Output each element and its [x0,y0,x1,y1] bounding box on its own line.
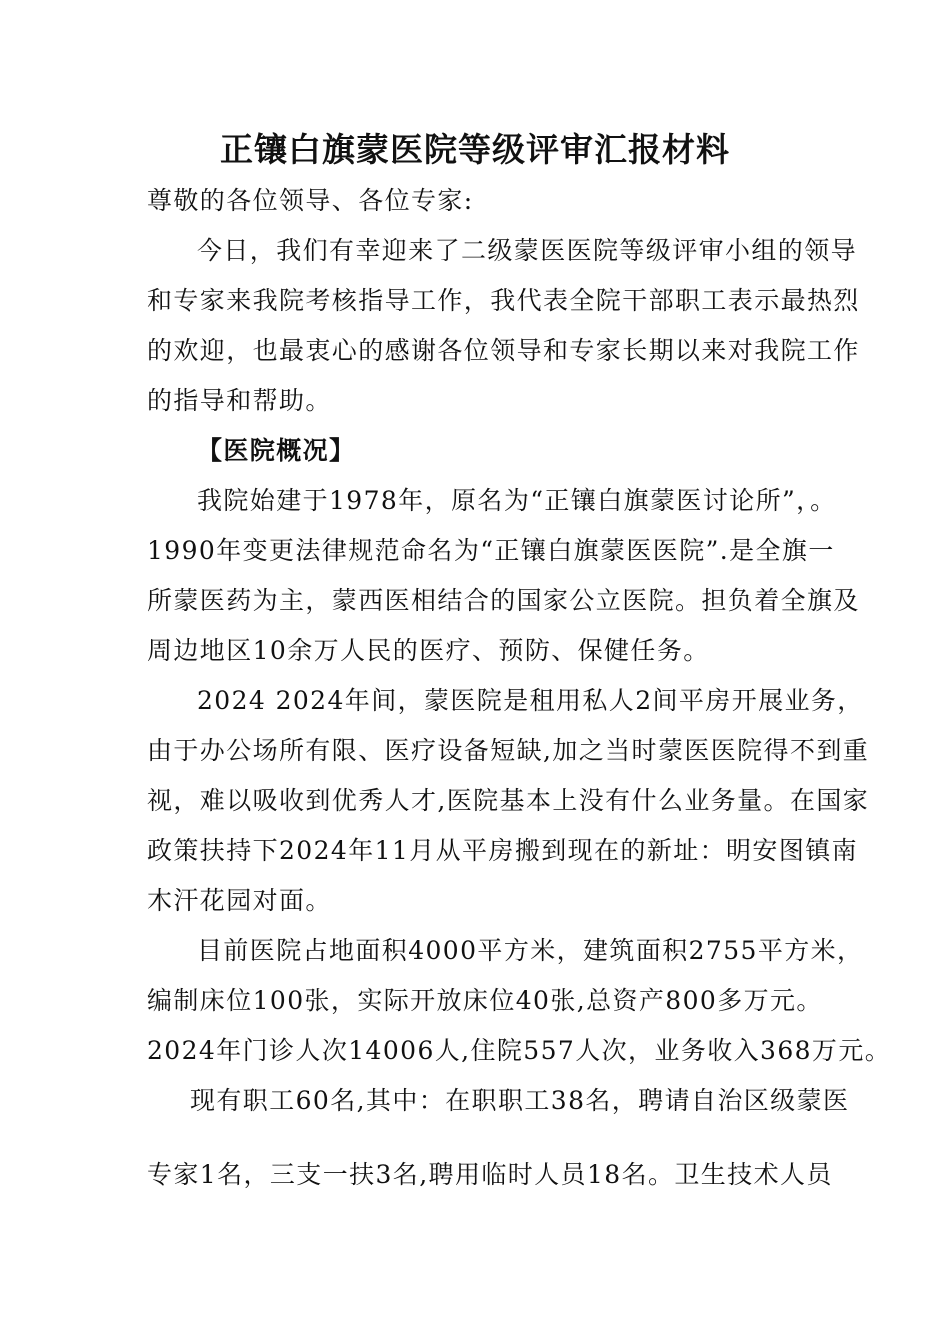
paragraph-line: 周边地区10余万人民的医疗、预防、保健任务。 [147,636,710,665]
section-heading: 【医院概况】 [197,436,356,465]
paragraph-line: 政策扶持下2024年11月从平房搬到现在的新址：明安图镇南 [147,836,859,865]
paragraph-line: 专家1名，三支一扶3名,聘用临时人员18名。卫生技术人员 [147,1160,833,1189]
document-title: 正镶白旗蒙医院等级评审汇报材料 [220,130,730,169]
paragraph-line: 2024 2024年间，蒙医院是租用私人2间平房开展业务， [197,686,864,715]
paragraph-line: 木汗花园对面。 [147,886,332,915]
paragraph-line: 的指导和帮助。 [147,386,332,415]
salutation-line: 尊敬的各位领导、各位专家: [147,186,474,215]
paragraph-line: 现有职工60名,其中：在职职工38名，聘请自治区级蒙医 [190,1086,850,1115]
paragraph-line: 的欢迎，也最衷心的感谢各位领导和专家长期以来对我院工作 [147,336,860,365]
paragraph-line: 1990年变更法律规范命名为“正镶白旗蒙医医院”.是全旗一 [147,536,835,565]
paragraph-line: 编制床位100张，实际开放床位40张,总资产800多万元。 [147,986,823,1015]
paragraph-line: 我院始建于1978年，原名为“正镶白旗蒙医讨论所”，。 [197,486,837,515]
paragraph-line: 所蒙医药为主，蒙西医相结合的国家公立医院。担负着全旗及 [147,586,860,615]
paragraph-line: 视，难以吸收到优秀人才,医院基本上没有什么业务量。在国家 [147,786,870,815]
paragraph-line: 目前医院占地面积4000平方米，建筑面积2755平方米， [197,936,864,965]
paragraph-line: 今日，我们有幸迎来了二级蒙医医院等级评审小组的领导 [197,236,858,265]
paragraph-line: 和专家来我院考核指导工作，我代表全院干部职工表示最热烈 [147,286,860,315]
paragraph-line: 由于办公场所有限、医疗设备短缺,加之当时蒙医医院得不到重 [147,736,870,765]
paragraph-line: 2024年门诊人次14006人,住院557人次，业务收入368万元。 [147,1036,892,1065]
